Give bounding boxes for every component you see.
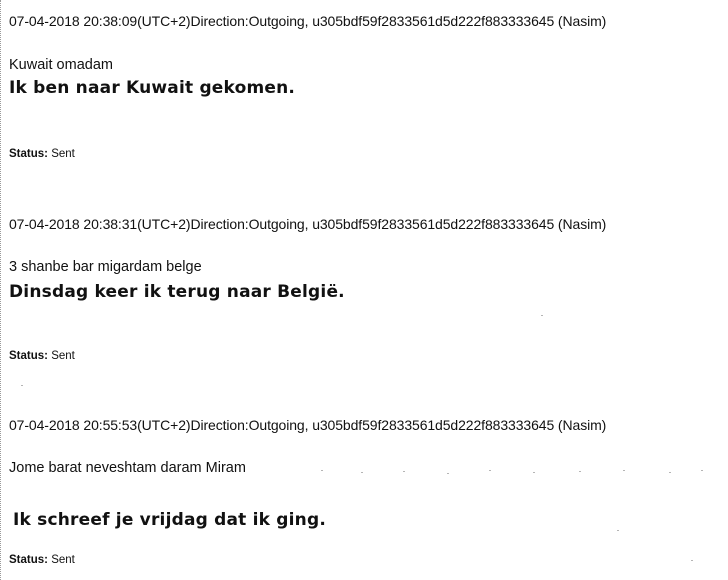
status-label: Status: [9, 350, 48, 362]
message-original-text: Jome barat neveshtam daram Miram [9, 460, 246, 476]
status-value: Sent [51, 148, 75, 160]
message-original-text: Kuwait omadam [9, 57, 113, 73]
message-status [9, 553, 75, 567]
message-header: 07-04-2018 20:38:31(UTC+2)Direction:Outgoing, u305bdf59f2833561d5d222f883333645 (Nasim) [9, 216, 607, 232]
message-status [9, 147, 75, 161]
message-translation: Ik ben naar Kuwait gekomen. [9, 78, 296, 98]
message-status [9, 349, 75, 363]
status-label: Status: [9, 148, 48, 160]
message-header: 07-04-2018 20:38:09(UTC+2)Direction:Outgoing, u305bdf59f2833561d5d222f883333645 (Nasim) [9, 13, 607, 29]
message-original-text: 3 shanbe bar migardam belge [9, 259, 202, 275]
message-header: 07-04-2018 20:55:53(UTC+2)Direction:Outgoing, u305bdf59f2833561d5d222f883333645 (Nasim) [9, 417, 607, 433]
status-value: Sent [51, 350, 75, 362]
message-translation: Ik schreef je vrijdag dat ik ging. [13, 510, 326, 530]
status-label: Status: [9, 554, 48, 566]
message-translation: Dinsdag keer ik terug naar België. [9, 282, 345, 302]
status-value: Sent [51, 554, 75, 566]
